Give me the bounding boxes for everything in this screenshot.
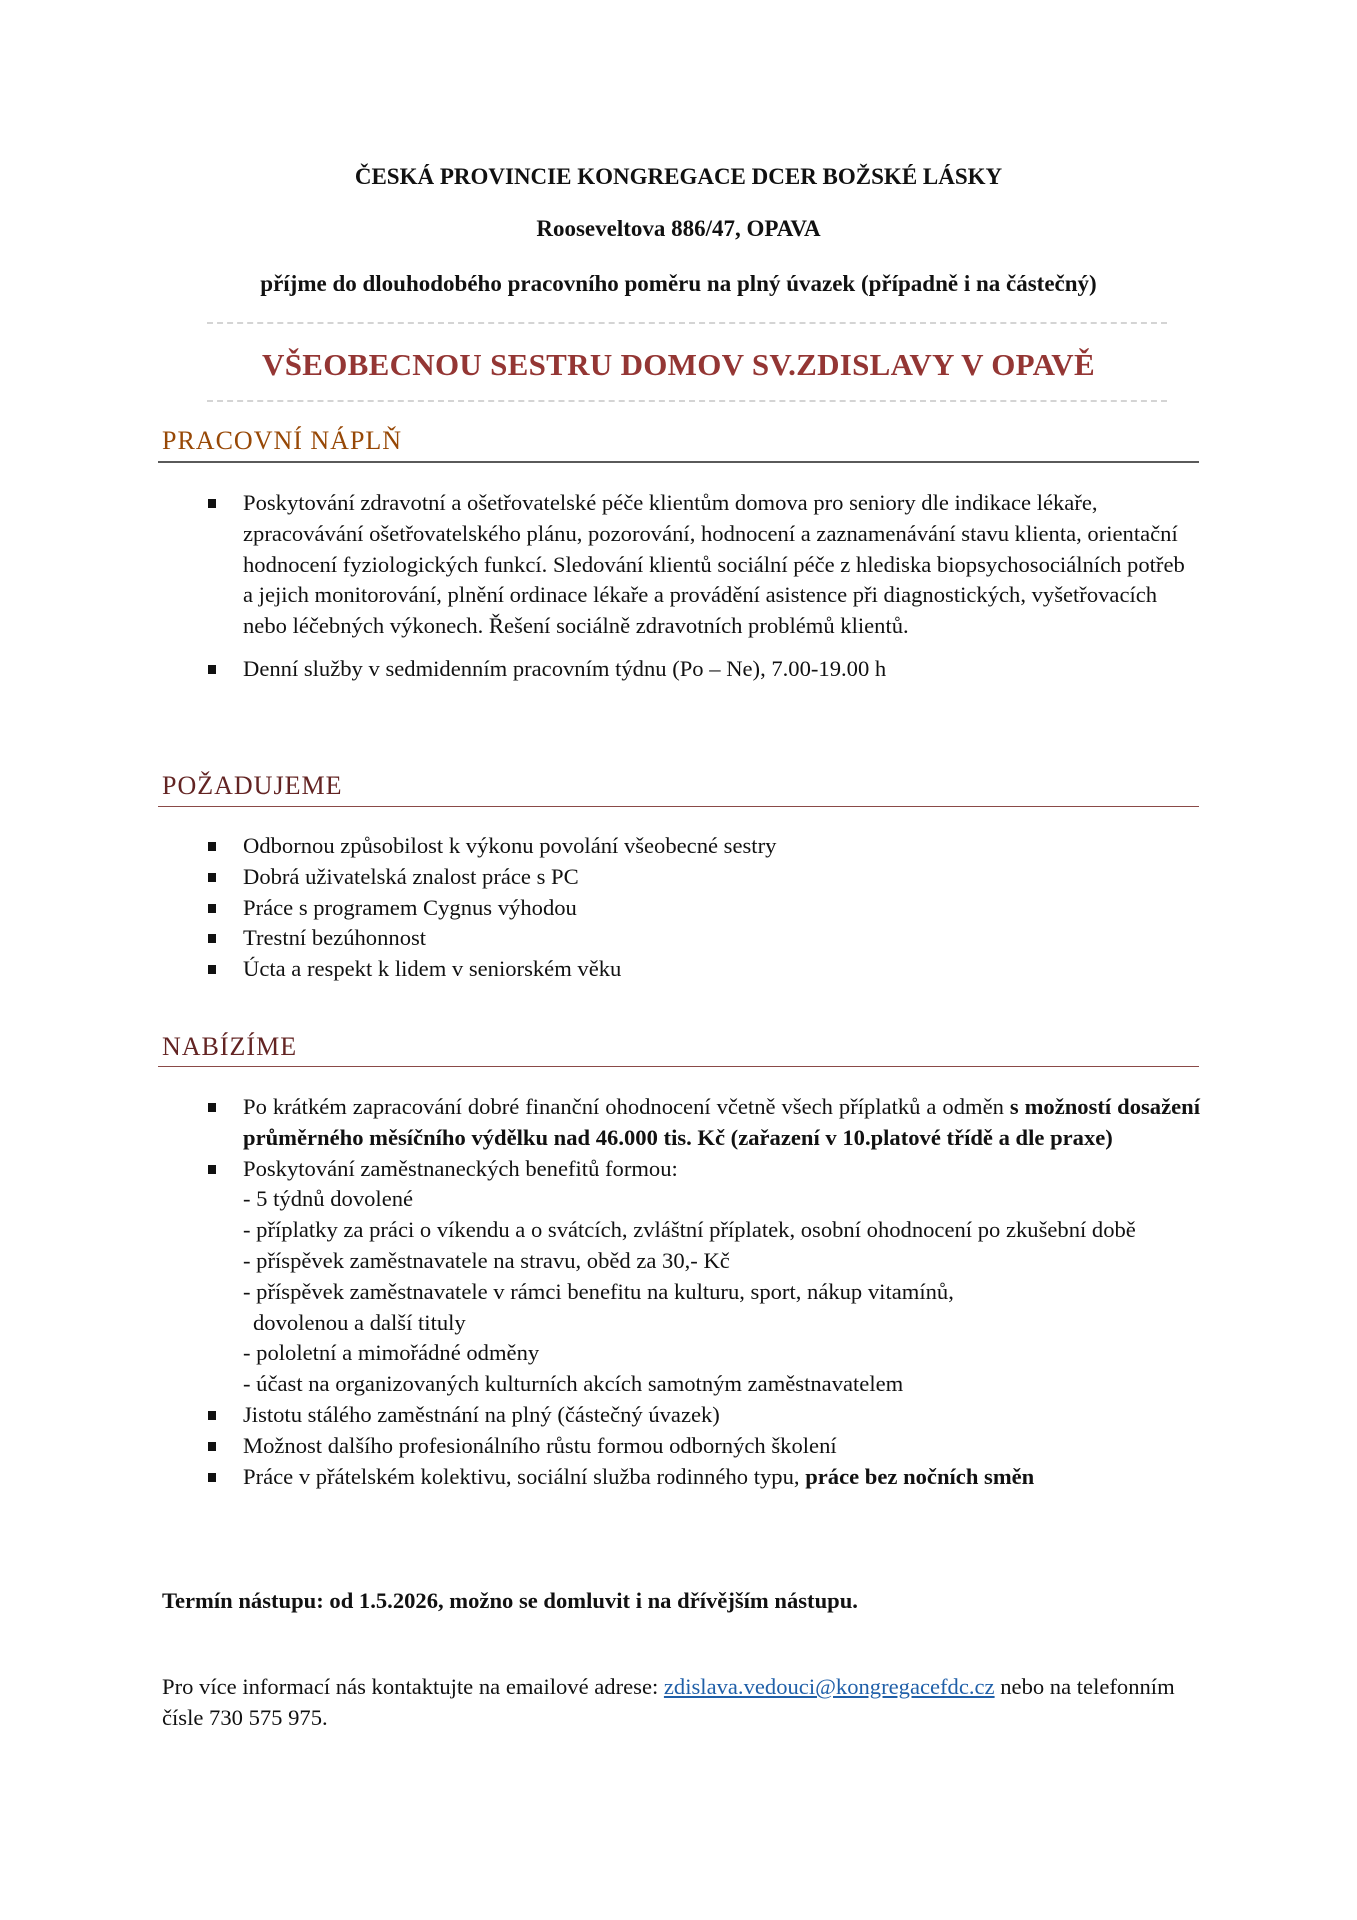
benefit-line: - pololetní a mimořádné odměny: [243, 1340, 540, 1366]
benefit-line: - příspěvek zaměstnavatele na stravu, oběd za 30,- Kč: [243, 1247, 730, 1273]
bullet-icon: [208, 1411, 216, 1420]
dashed-divider: [207, 400, 1167, 402]
list-item: Úcta a respekt k lidem v seniorském věku: [208, 954, 1200, 985]
list-item: Trestní bezúhonnost: [208, 923, 1200, 954]
section-rule: [158, 806, 1199, 807]
benefit-line: - 5 týdnů dovolené: [243, 1186, 414, 1212]
start-date: Termín nástupu: od 1.5.2026, možno se domluvit i na dřívějším nástupu.: [162, 1588, 858, 1613]
bullet-icon: [208, 1473, 216, 1482]
benefit-line: - příplatky za práci o víkendu a o svátcích, zvláštní příplatek, osobní ohodnocení po zkušební době: [243, 1217, 1136, 1243]
list-item: Odbornou způsobilost k výkonu povolání všeobecné sestry: [208, 831, 1200, 862]
list-item: Možnost dalšího profesionálního růstu formou odborných školení: [208, 1431, 1200, 1462]
bullet-icon: [208, 499, 216, 508]
list-item: Poskytování zdravotní a ošetřovatelské péče klientům domova pro seniory dle indikace lékaře, zpracovávání ošetřovatelského plánu, pozorování, hodnocení a zaznamenávání stavu klienta, orientační hodnocení fyziologických funkcí. Sledování klientů sociální péče z hlediska biopsychosociálních potřeb a jejich monitorování, plnění ordinace lékaře a provádění asistence při diagnostických, vyšetřovacích nebo léčebných výkonech. Řešení sociálně zdravotních problémů klientů.: [208, 488, 1200, 642]
nabizime-list: [208, 1092, 1200, 1492]
list-item: Práce v přátelském kolektivu, sociální služba rodinného typu, práce bez nočních směn: [208, 1462, 1200, 1493]
bullet-icon: [208, 904, 216, 913]
benefit-line: - účast na organizovaných kulturních akcích samotným zaměstnavatelem: [243, 1371, 904, 1397]
napln-list: [208, 488, 1200, 685]
section-title-pozadujeme: POŽADUJEME: [162, 771, 343, 800]
bullet-icon: [208, 1103, 216, 1112]
list-item: Poskytování zaměstnaneckých benefitů formou: - 5 týdnů dovolené - příplatky za práci o víkendu a o svátcích, zvláštní příplatek, osobní ohodnocení po zkušební době - příspěvek zaměstnavatele na stravu, oběd za 30,- Kč - příspěvek zaměstnavatele v rámci benefitu na kulturu, sport, nákup vitamínů, dovolenou a další tituly - pololetní a mimořádné odměny - účast na organizovaných kulturních akcích samotným zaměstnavatelem: [208, 1154, 1200, 1400]
bullet-icon: [208, 1165, 216, 1174]
list-item: Jistotu stálého zaměstnání na plný (částečný úvazek): [208, 1400, 1200, 1431]
bullet-icon: [208, 842, 216, 851]
position-title: VŠEOBECNOU SESTRU DOMOV SV.ZDISLAVY V OPAVĚ: [262, 347, 1095, 382]
section-title-nabizime: NABÍZÍME: [162, 1032, 298, 1061]
section-rule: [158, 1066, 1199, 1067]
organization-address: Rooseveltova 886/47, OPAVA: [536, 216, 821, 241]
list-item: Po krátkém zapracování dobré finanční ohodnocení včetně všech příplatků a odměn s možností dosažení průměrného měsíčního výdělku nad 46.000 tis. Kč (zařazení v 10.platové třídě a dle praxe): [208, 1092, 1200, 1154]
bullet-icon: [208, 934, 216, 943]
organization-name: ČESKÁ PROVINCIE KONGREGACE DCER BOŽSKÉ LÁSKY: [354, 164, 1003, 189]
section-rule: [158, 461, 1199, 463]
intro-text: příjme do dlouhodobého pracovního poměru na plný úvazek (případně i na částečný): [260, 271, 1097, 296]
list-item: Dobrá uživatelská znalost práce s PC: [208, 862, 1200, 893]
dashed-divider: [207, 322, 1167, 324]
salary-highlight: s možností dosažení průměrného měsíčního výdělku nad 46.000 tis. Kč (zařazení v 10.platové třídě a dle praxe): [243, 1094, 1200, 1150]
bullet-icon: [208, 873, 216, 882]
pozadujeme-list: [208, 831, 1200, 985]
list-item: Práce s programem Cygnus výhodou: [208, 893, 1200, 924]
bullet-icon: [208, 965, 216, 974]
list-item: Denní služby v sedmidenním pracovním týdnu (Po – Ne), 7.00-19.00 h: [208, 654, 1200, 685]
bullet-icon: [208, 665, 216, 674]
section-title-napln: PRACOVNÍ NÁPLŇ: [162, 426, 403, 455]
email-link[interactable]: zdislava.vedouci@kongregacefdc.cz: [663, 1674, 995, 1699]
contact-info: Pro více informací nás kontaktujte na emailové adrese: zdislava.vedouci@kongregacefdc.cz nebo na telefonním čísle 730 575 975.: [162, 1674, 1175, 1730]
bullet-icon: [208, 1442, 216, 1451]
benefit-line: dovolenou a další tituly: [253, 1309, 466, 1335]
benefit-line: - příspěvek zaměstnavatele v rámci benefitu na kulturu, sport, nákup vitamínů,: [243, 1278, 954, 1304]
